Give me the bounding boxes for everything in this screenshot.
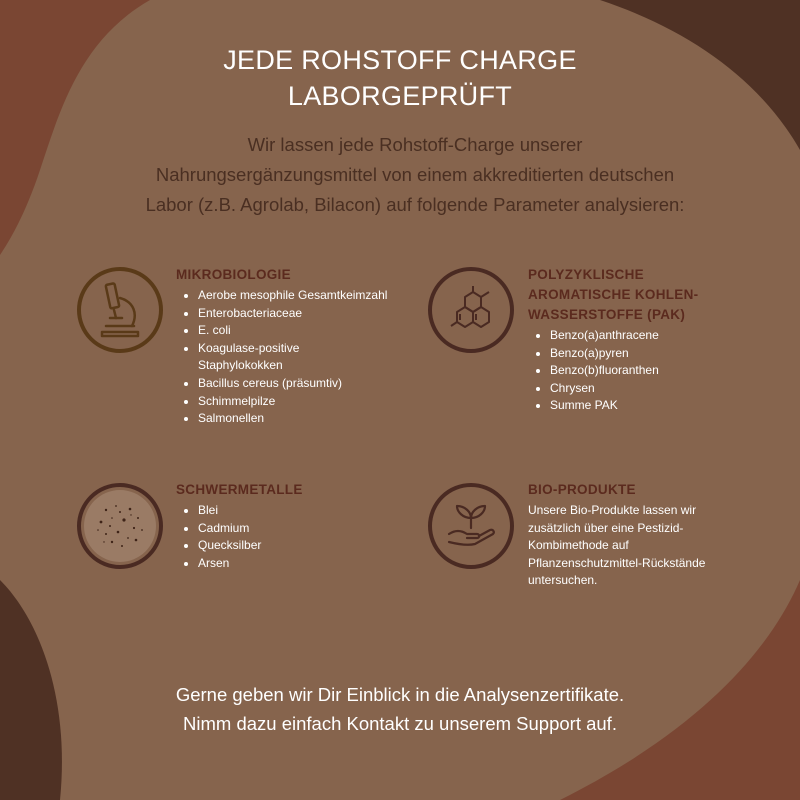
microscope-icon — [76, 266, 164, 354]
organic-description — [528, 502, 768, 590]
list-item: • Quecksilber — [198, 537, 396, 555]
footer-text — [0, 680, 800, 738]
pah-list — [528, 327, 768, 415]
list-item: • Salmonellen — [198, 410, 406, 428]
list-item: • Bacillus cereus (präsumtiv) — [198, 375, 406, 393]
petri-dish-icon — [76, 482, 164, 570]
microbiology-list — [176, 287, 406, 428]
intro-line: Wir lassen jede Rohstoff-Charge unserer — [247, 134, 583, 155]
list-item: • Enterobacteriaceae — [198, 305, 406, 323]
page-title-line: JEDE ROHSTOFF CHARGE — [223, 45, 577, 75]
list-item: • Benzo(b)fluoranthen — [550, 362, 768, 380]
list-item: • Blei — [198, 502, 396, 520]
section-title — [528, 265, 768, 325]
section-title: SCHWERMETALLE — [176, 482, 303, 497]
hand-plant-icon — [427, 482, 515, 570]
footer-line: Nimm dazu einfach Kontakt zu unserem Support auf. — [183, 713, 617, 734]
list-item: • Cadmium — [198, 520, 396, 538]
list-item: • Summe PAK — [550, 397, 768, 415]
list-item: • Aerobe mesophile Gesamtkeimzahl — [198, 287, 406, 305]
section-pah — [528, 265, 768, 415]
section-heavy-metals — [176, 480, 396, 572]
list-item: • Benzo(a)anthracene — [550, 327, 768, 345]
intro-line: Labor (z.B. Agrolab, Bilacon) auf folgende Parameter analysieren: — [145, 194, 685, 215]
list-item: • Schimmelpilze — [198, 393, 406, 411]
description-line: Kombimethode auf — [528, 538, 629, 553]
page-title — [0, 42, 800, 114]
section-organic — [528, 480, 768, 590]
heavy-metals-list — [176, 502, 396, 572]
section-title: MIKROBIOLOGIE — [176, 267, 291, 282]
description-line: Unsere Bio-Produkte lassen wir — [528, 503, 697, 517]
list-item: • Arsen — [198, 555, 396, 573]
section-microbiology — [176, 265, 406, 428]
molecule-icon — [427, 266, 515, 354]
description-line: untersuchen. — [528, 573, 598, 588]
list-item: • E. coli — [198, 322, 406, 340]
description-line: Pflanzenschutzmittel-Rückstände — [528, 555, 706, 570]
list-item: • Chrysen — [550, 380, 768, 398]
section-title-line: AROMATISCHE KOHLEN- — [528, 287, 699, 302]
intro-line: Nahrungsergänzungsmittel von einem akkreditierten deutschen — [155, 164, 675, 185]
section-title: BIO-PRODUKTE — [528, 482, 636, 497]
list-item: • Koagulase-positive Staphylokokken — [198, 340, 328, 375]
intro-text — [95, 130, 735, 220]
list-item: • Benzo(a)pyren — [550, 345, 768, 363]
section-title-line: POLYZYKLISCHE — [528, 267, 644, 282]
footer-line: Gerne geben wir Dir Einblick in die Analysenzertifikate. — [175, 684, 625, 705]
description-line: zusätzlich über eine Pestizid- — [528, 520, 684, 535]
page-title-line: LABORGEPRÜFT — [287, 81, 513, 111]
section-title-line: WASSERSTOFFE (PAK) — [528, 307, 686, 322]
